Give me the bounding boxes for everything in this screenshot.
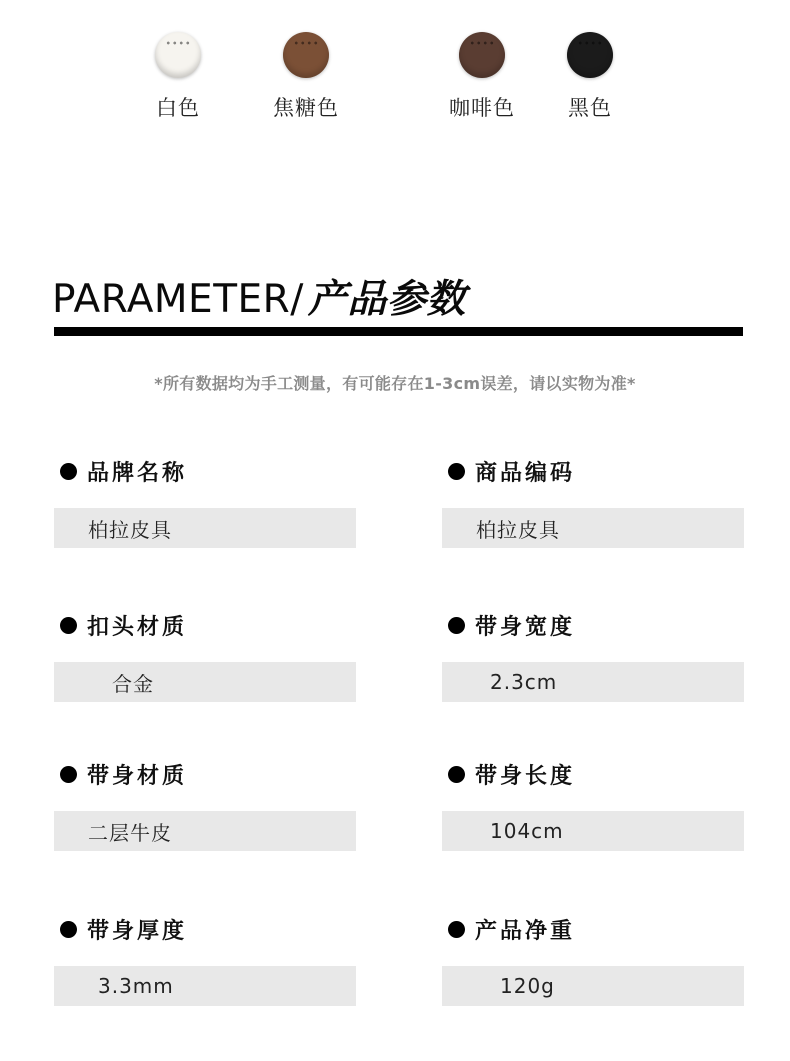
param-label: 品牌名称: [87, 459, 188, 486]
param-brand: [54, 451, 356, 548]
section-heading: [52, 268, 466, 324]
param-value-box: [54, 811, 356, 851]
swatch-white[interactable]: [133, 32, 223, 122]
param-label: 带身材质: [87, 762, 188, 789]
param-strap-thickness: [54, 909, 356, 1006]
param-label: 带身长度: [475, 762, 576, 789]
param-label: 带身宽度: [475, 613, 576, 640]
swatch-label: 咖啡色: [449, 96, 515, 120]
bullet-icon: [60, 921, 77, 938]
measurement-note: *所有数据均为手工测量，有可能存在1-3cm误差，请以实物为准*: [154, 374, 636, 393]
bullet-icon: [60, 766, 77, 783]
param-value-box: [442, 811, 744, 851]
param-value: 3.3mm: [98, 974, 174, 998]
swatch-label: 白色: [156, 96, 200, 120]
param-value-box: [442, 508, 744, 548]
caramel-swatch-icon: [283, 32, 329, 78]
coffee-swatch-icon: [459, 32, 505, 78]
param-item-code: [442, 451, 744, 548]
color-swatches: [0, 0, 790, 130]
black-swatch-icon: [567, 32, 613, 78]
param-value-box: [54, 966, 356, 1006]
param-value-box: [54, 662, 356, 702]
param-value: 2.3cm: [490, 670, 558, 694]
heading-divider: [54, 327, 743, 336]
white-swatch-icon: [155, 32, 201, 78]
bullet-icon: [448, 463, 465, 480]
swatch-label: 黑色: [568, 96, 612, 120]
param-value: 104cm: [490, 819, 564, 843]
param-label: 商品编码: [475, 459, 576, 486]
param-label: 扣头材质: [87, 613, 188, 640]
swatch-coffee[interactable]: [437, 32, 527, 122]
param-value: 二层牛皮: [88, 820, 172, 845]
param-value-box: [442, 966, 744, 1006]
param-net-weight: [442, 909, 744, 1006]
bullet-icon: [60, 617, 77, 634]
heading-en: PARAMETER/: [52, 277, 304, 322]
bullet-icon: [448, 921, 465, 938]
param-strap-material: [54, 754, 356, 851]
swatch-caramel[interactable]: [261, 32, 351, 122]
param-strap-length: [442, 754, 744, 851]
param-value: 合金: [112, 671, 154, 696]
param-strap-width: [442, 605, 744, 702]
param-value-box: [54, 508, 356, 548]
bullet-icon: [448, 766, 465, 783]
swatch-label: 焦糖色: [273, 96, 339, 120]
param-value: 柏拉皮具: [88, 517, 172, 542]
heading-cn: 产品参数: [307, 276, 466, 322]
swatch-black[interactable]: [545, 32, 635, 122]
param-value: 120g: [500, 974, 555, 998]
bullet-icon: [448, 617, 465, 634]
param-buckle-material: [54, 605, 356, 702]
param-label: 产品净重: [475, 917, 576, 944]
param-label: 带身厚度: [87, 917, 188, 944]
bullet-icon: [60, 463, 77, 480]
param-value: 柏拉皮具: [476, 517, 560, 542]
param-value-box: [442, 662, 744, 702]
